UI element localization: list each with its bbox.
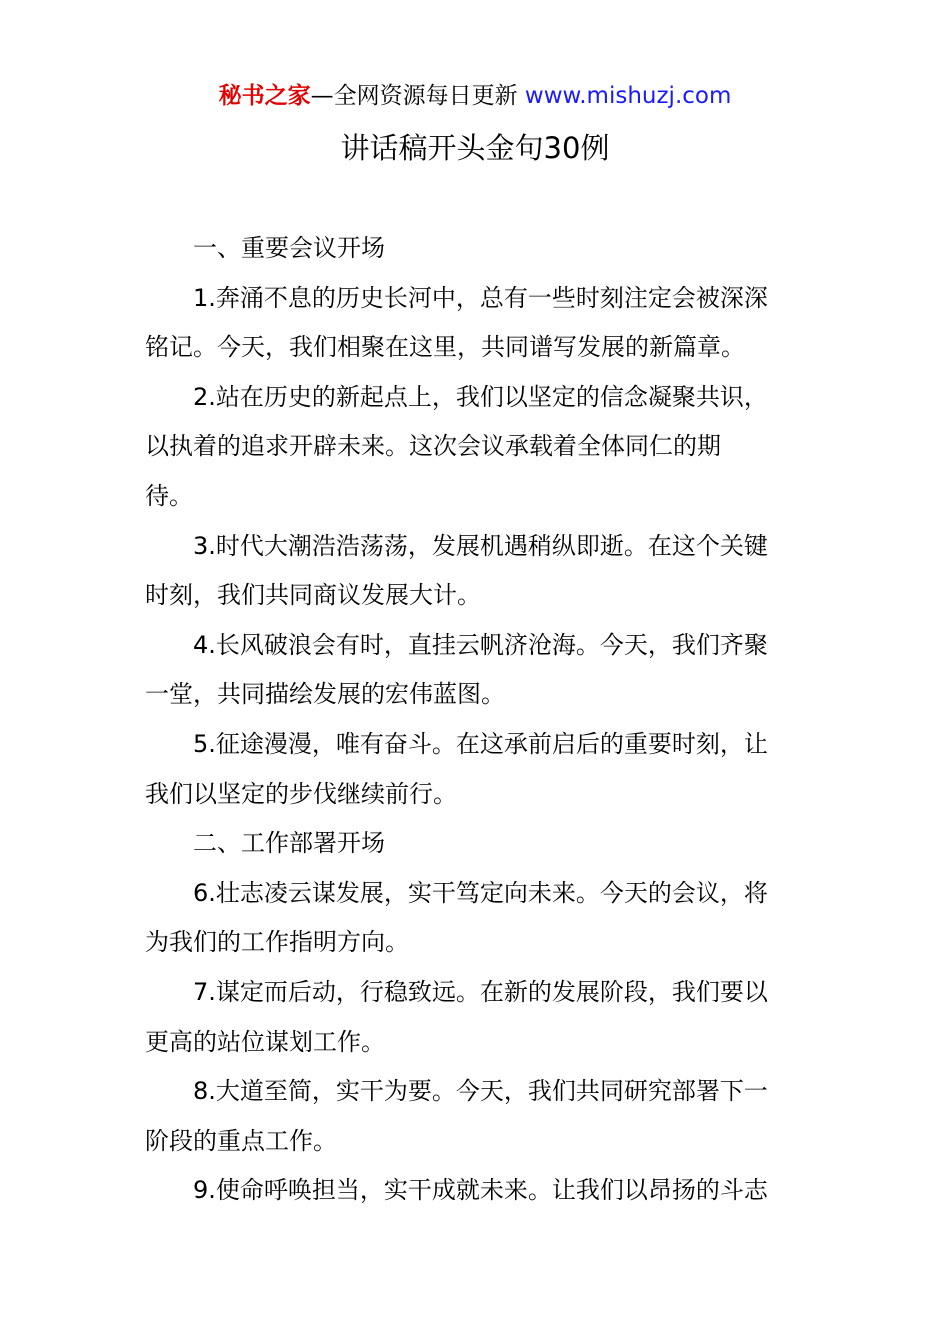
list-item-line: 7.谋定而后动，行稳致远。在新的发展阶段，我们要以	[193, 977, 768, 1006]
list-item	[145, 1166, 810, 1216]
list-item-line: 8.大道至简，实干为要。今天，我们共同研究部署下一	[193, 1077, 768, 1106]
list-item-line: 铭记。今天，我们相聚在这里，共同谱写发展的新篇章。	[145, 333, 745, 362]
list-item-line: 为我们的工作指明方向。	[145, 928, 409, 957]
list-item	[145, 968, 810, 1067]
list-item	[145, 274, 810, 373]
section-heading-line: 二、工作部署开场	[193, 829, 385, 858]
list-item-line: 一堂，共同描绘发展的宏伟蓝图。	[145, 680, 505, 709]
list-item	[145, 869, 810, 968]
list-item-line: 以执着的追求开辟未来。这次会议承载着全体同仁的期	[145, 432, 721, 461]
list-item	[145, 621, 810, 720]
list-item-line: 2.站在历史的新起点上，我们以坚定的信念凝聚共识，	[193, 382, 768, 411]
section-heading	[145, 224, 810, 274]
list-item	[145, 373, 810, 522]
list-item-line: 3.时代大潮浩浩荡荡，发展机遇稍纵即逝。在这个关键	[193, 531, 768, 560]
list-item-line: 9.使命呼唤担当，实干成就未来。让我们以昂扬的斗志	[193, 1176, 768, 1205]
list-item	[145, 1067, 810, 1166]
list-item-line: 阶段的重点工作。	[145, 1126, 337, 1155]
list-item-line: 时刻，我们共同商议发展大计。	[145, 581, 481, 610]
section-heading-line: 一、重要会议开场	[193, 234, 385, 262]
document-body	[145, 224, 810, 1216]
list-item-line: 更高的站位谋划工作。	[145, 1027, 385, 1056]
list-item	[145, 720, 810, 819]
list-item-line: 6.壮志凌云谋发展，实干笃定向未来。今天的会议，将	[193, 878, 768, 907]
list-item-line: 5.征途漫漫，唯有奋斗。在这承前启后的重要时刻，让	[193, 729, 768, 758]
list-item	[145, 522, 810, 621]
document-title: 讲话稿开头金句30例	[340, 131, 610, 165]
list-item-line: 4.长风破浪会有时，直挂云帆济沧海。今天，我们齐聚	[193, 630, 768, 659]
brand-name: 秘书之家	[218, 83, 311, 109]
section-heading	[145, 819, 810, 869]
site-header	[0, 80, 950, 112]
list-item-line: 待。	[145, 481, 193, 510]
list-item-line: 我们以坚定的步伐继续前行。	[145, 779, 457, 808]
list-item-line: 1.奔涌不息的历史长河中，总有一些时刻注定会被深深	[193, 283, 768, 312]
site-url-link[interactable]: www.mishuzj.com	[524, 83, 732, 109]
header-tagline: —全网资源每日更新	[310, 83, 525, 109]
